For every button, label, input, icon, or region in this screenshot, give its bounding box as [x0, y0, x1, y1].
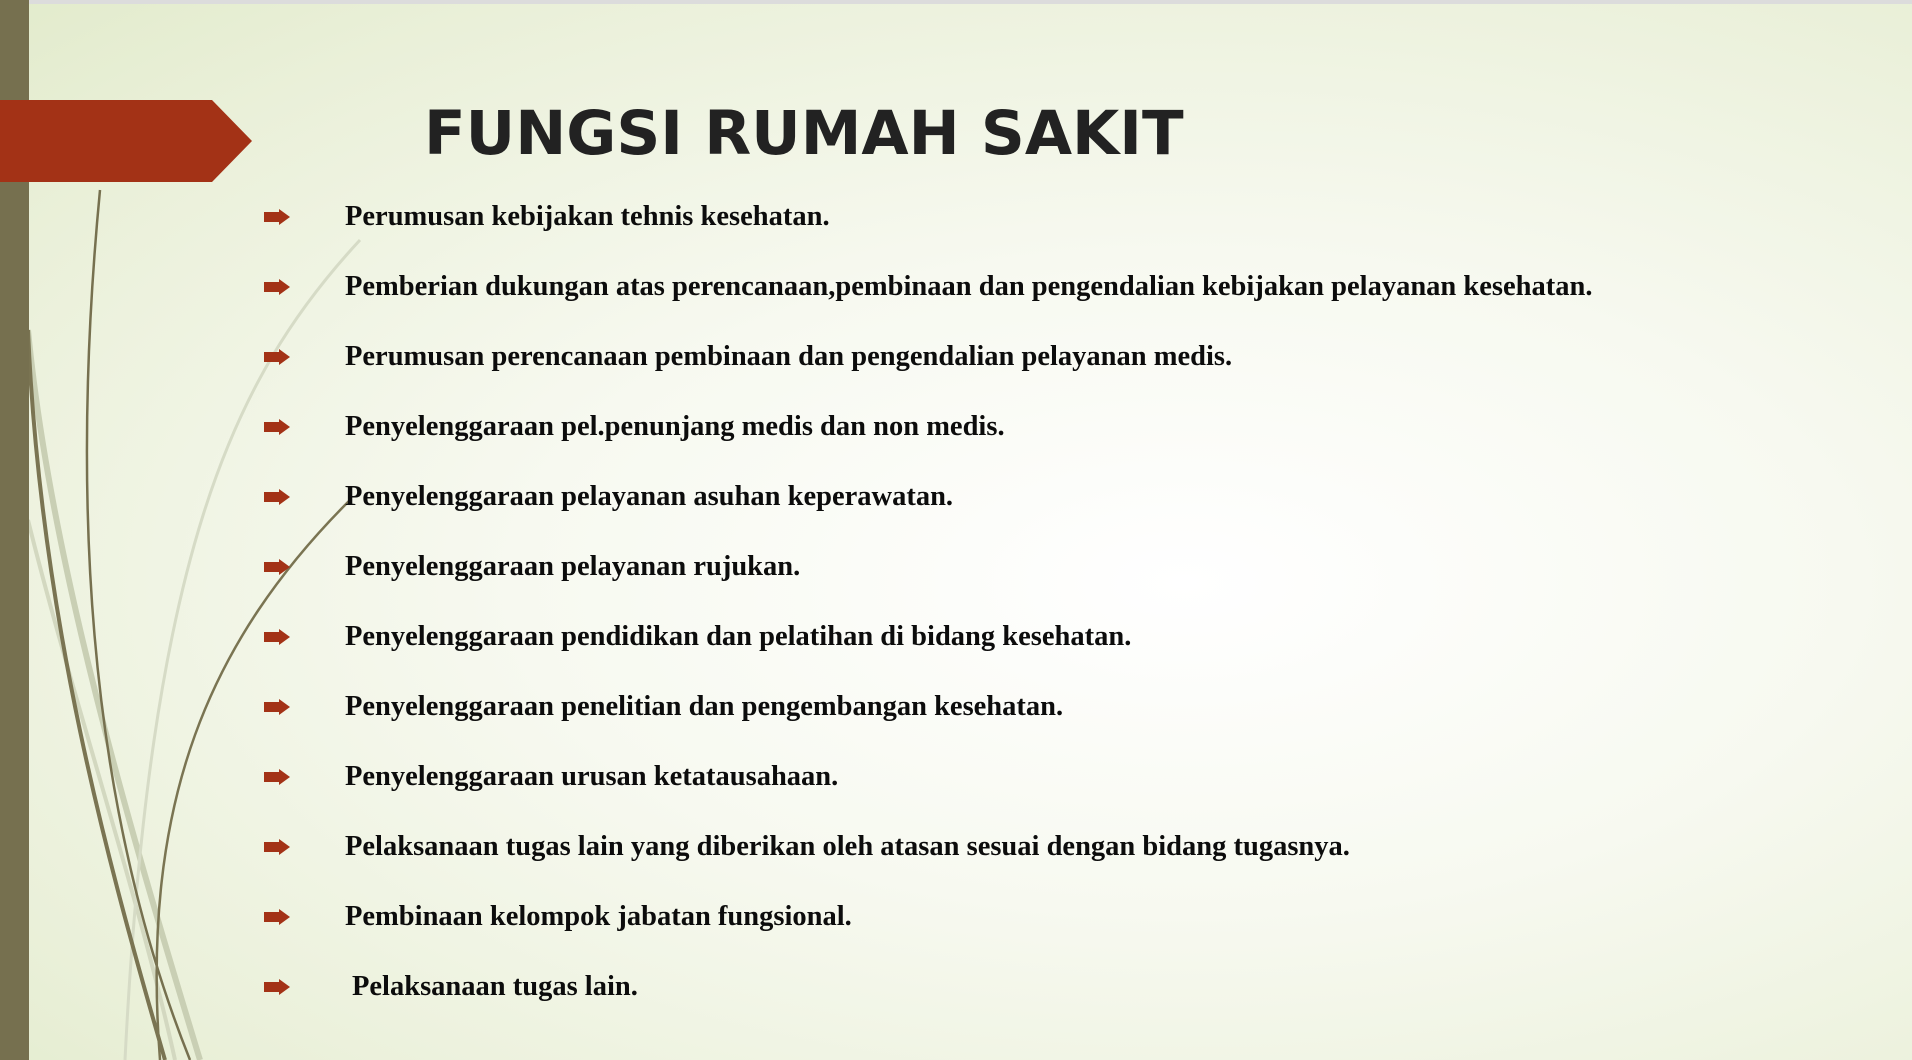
arrow-bullet-icon: [264, 979, 290, 995]
list-item-text: Pelaksanaan tugas lain.: [352, 971, 638, 1002]
arrow-bullet-icon: [264, 489, 290, 505]
list-item: [264, 967, 638, 1007]
list-item-text: Pelaksanaan tugas lain yang diberikan oleh atasan sesuai dengan bidang tugasnya.: [345, 831, 1350, 862]
arrow-bullet-icon: [264, 629, 290, 645]
arrow-bullet-icon: [264, 909, 290, 925]
arrow-bullet-icon: [264, 839, 290, 855]
list-item-text: Penyelenggaraan pendidikan dan pelatihan di bidang kesehatan.: [345, 621, 1132, 652]
list-item: [264, 547, 800, 587]
list-item-text: Penyelenggaraan pelayanan rujukan.: [345, 551, 801, 582]
arrow-bullet-icon: [264, 209, 290, 225]
slide-title: FUNGSI RUMAH SAKIT: [424, 98, 1184, 169]
list-item-text: Penyelenggaraan penelitian dan pengembangan kesehatan.: [345, 691, 1064, 722]
list-item-text: Penyelenggaraan pel.penunjang medis dan non medis.: [345, 411, 1005, 442]
list-item-text: Pembinaan kelompok jabatan fungsional.: [345, 901, 852, 932]
list-item: [264, 617, 1131, 657]
list-item-text: Perumusan kebijakan tehnis kesehatan.: [345, 201, 830, 232]
list-item: [264, 337, 1232, 377]
arrow-bullet-icon: [264, 349, 290, 365]
list-item: [264, 407, 1005, 447]
list-item-text: Penyelenggaraan pelayanan asuhan keperawatan.: [345, 481, 954, 512]
list-item: [264, 897, 852, 937]
list-item-text: Penyelenggaraan urusan ketatausahaan.: [345, 761, 839, 792]
arrow-bullet-icon: [264, 559, 290, 575]
list-item: [264, 757, 838, 797]
arrow-bullet-icon: [264, 419, 290, 435]
list-item: [264, 197, 830, 237]
arrow-bullet-icon: [264, 769, 290, 785]
list-item: [264, 477, 953, 517]
arrow-bullet-icon: [264, 279, 290, 295]
arrow-bullet-icon: [264, 699, 290, 715]
list-item-text: Perumusan perencanaan pembinaan dan pengendalian pelayanan medis.: [345, 341, 1233, 372]
list-item: [264, 267, 1592, 307]
list-item-text: Pemberian dukungan atas perencanaan,pembinaan dan pengendalian kebijakan pelayanan kesehatan.: [345, 271, 1593, 302]
title-banner-arrow: [0, 100, 252, 182]
list-item: [264, 827, 1350, 867]
list-item: [264, 687, 1063, 727]
